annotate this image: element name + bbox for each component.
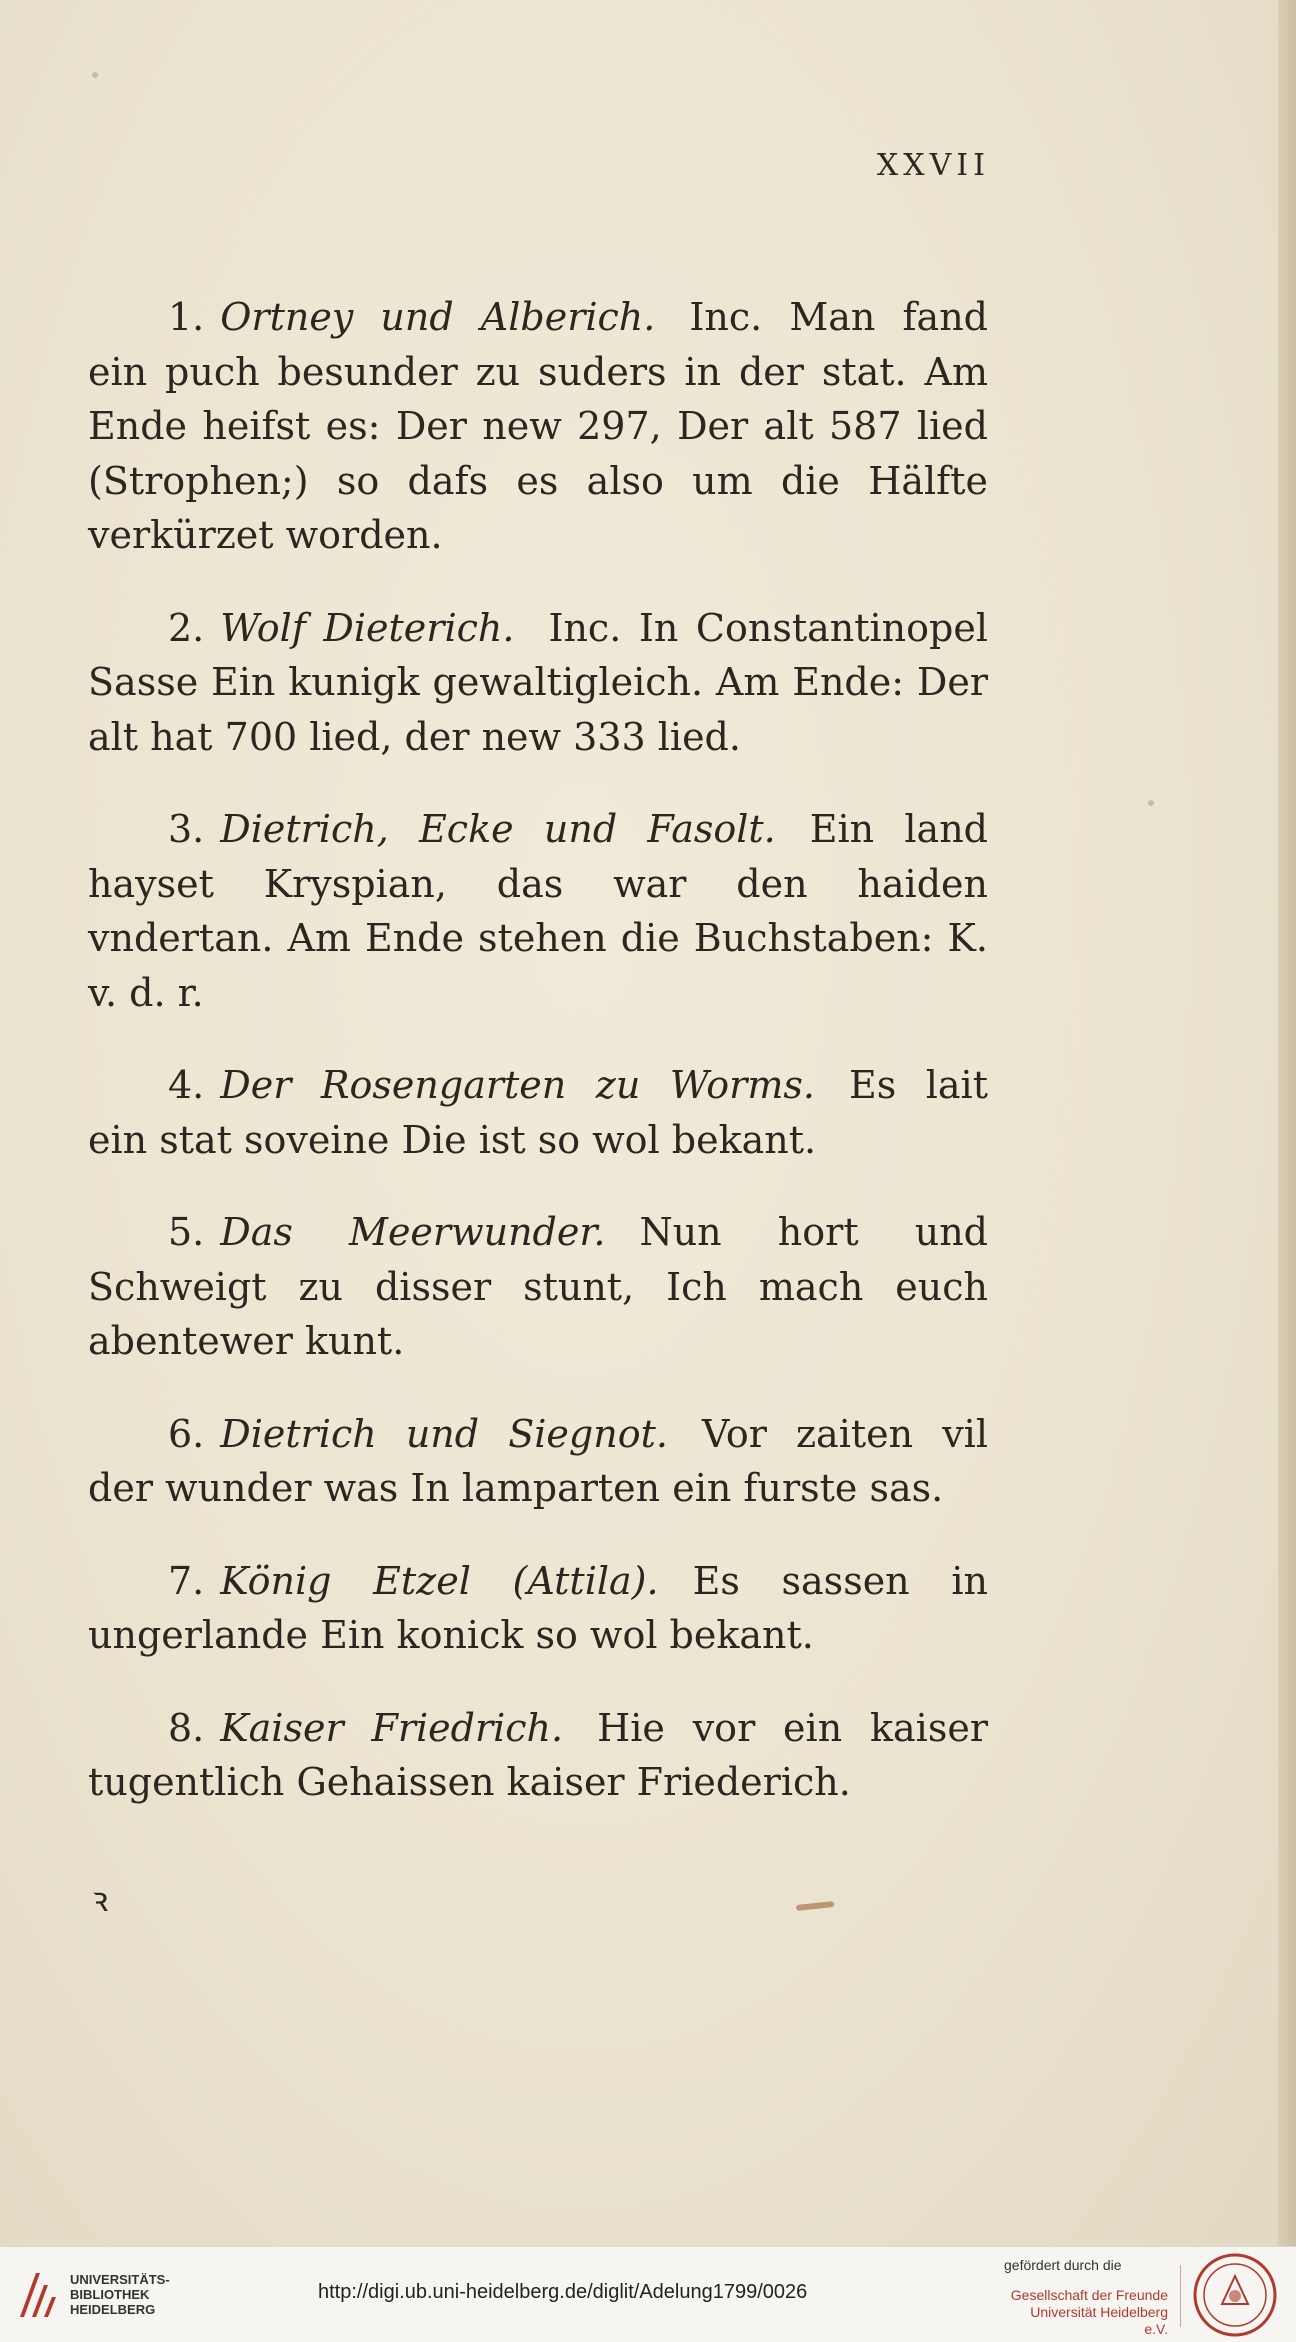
- entry-item: [88, 1058, 988, 1167]
- entry-text: Hie vor ein kaiser tugentlich Gehaissen kaiser Friederich.: [88, 1705, 988, 1804]
- entry-number: 1.: [168, 295, 205, 339]
- entry-text: Es lait ein stat soveine Die ist so wol bekant.: [88, 1063, 988, 1162]
- entry-text: Nun hort und Schweigt zu disser stunt, Ich mach euch abentewer kunt.: [88, 1210, 989, 1363]
- permalink-url[interactable]: http://digi.ub.uni-heidelberg.de/diglit/Adelung1799/0026: [318, 2281, 808, 2303]
- entry-list: [88, 252, 988, 1836]
- entry-item: [88, 601, 988, 765]
- paper-speck: [1148, 800, 1154, 806]
- entry-text: Es sassen in ungerlande Ein konick so wol bekant.: [88, 1558, 988, 1657]
- entry-title: Der Rosengarten zu Worms.: [220, 1063, 815, 1107]
- entry-title: Dietrich und Siegnot.: [220, 1411, 668, 1456]
- digitization-footer: [0, 2246, 1296, 2342]
- entry-item: [88, 1407, 988, 1516]
- entry-item: [88, 1554, 988, 1663]
- sponsor-name: Gesellschaft der Freunde Universität Heidelberg e.V.: [1010, 2287, 1168, 2337]
- entry-number: 2.: [168, 605, 205, 650]
- entry-number: 5.: [168, 1210, 205, 1254]
- entry-number: 7.: [168, 1558, 205, 1603]
- entry-title: Dietrich, Ecke und Fasolt.: [220, 807, 776, 851]
- ink-stain: [796, 1901, 834, 1911]
- library-name: UNIVERSITÄTS- BIBLIOTHEK HEIDELBERG: [70, 2272, 170, 2317]
- entry-item: [88, 802, 988, 1020]
- entry-number: 8.: [168, 1705, 205, 1750]
- page-edge: [1278, 0, 1296, 2246]
- university-seal-icon: [1192, 2252, 1278, 2338]
- entry-title: Das Meerwunder.: [220, 1210, 606, 1254]
- entry-number: 6.: [168, 1411, 205, 1456]
- entry-item: [88, 1701, 988, 1810]
- page-number: XXVII: [876, 148, 990, 183]
- paper-speck: [92, 72, 98, 78]
- entry-title: Wolf Dieterich.: [220, 605, 515, 650]
- catchword: ꝛ: [92, 1880, 109, 1920]
- entry-number: 4.: [168, 1063, 205, 1107]
- entry-number: 3.: [168, 807, 205, 851]
- entry-text: Vor zaiten vil der wunder was In lamparten ein furste sas.: [88, 1411, 988, 1510]
- entry-item: [88, 290, 988, 563]
- entry-title: König Etzel (Attila).: [220, 1558, 659, 1603]
- entry-title: Ortney und Alberich.: [220, 295, 656, 339]
- entry-title: Kaiser Friedrich.: [220, 1705, 564, 1750]
- entry-item: [88, 1205, 988, 1369]
- entry-text: Inc. In Constantinopel Sasse Ein kunigk gewaltigleich. Am Ende: Der alt hat 700 lied, der new 333 lied.: [88, 605, 988, 759]
- entry-text: Inc. Man fand ein puch besunder zu suders in der stat. Am Ende heifst es: Der new 297, Der alt 587 lied (Strophen;) so dafs es also um die Hälfte verkürzet worden.: [88, 295, 988, 557]
- library-logo-icon: [14, 2267, 60, 2323]
- footer-divider: [1180, 2265, 1181, 2327]
- entry-text: Ein land hayset Kryspian, das war den haiden vndertan. Am Ende stehen die Buchstaben: K. v. d. r.: [88, 807, 988, 1015]
- sponsor-label: gefördert durch die: [1004, 2257, 1122, 2273]
